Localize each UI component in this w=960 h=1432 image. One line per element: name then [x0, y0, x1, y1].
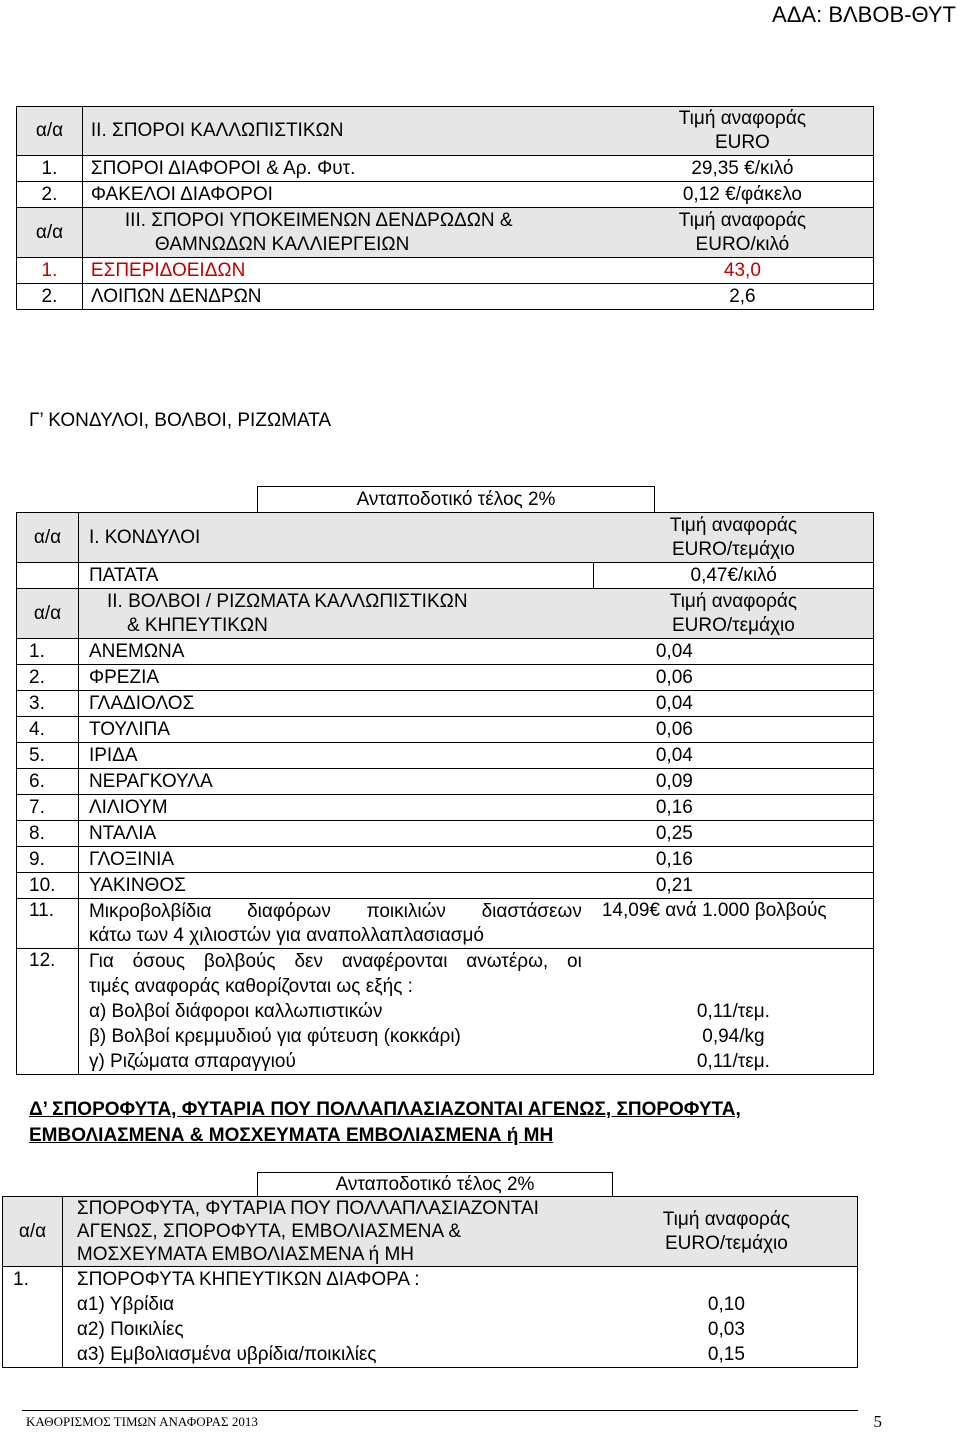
row-name: ΕΣΠΕΡΙΔΟΕΙΔΩΝ [82, 258, 611, 284]
price-header: Τιμή αναφοράς EURO/τεμάχιο [594, 513, 874, 563]
section-title: ΙΙ. ΒΟΛΒΟΙ / ΡΙΖΩΜΑΤΑ ΚΑΛΛΩΠΙΣΤΙΚΩΝ & ΚΗΠΕΥΤΙΚΩΝ [78, 589, 593, 639]
row-number: 4. [17, 717, 79, 743]
row-price: 0,25 [594, 821, 874, 847]
table-row [17, 949, 874, 1075]
row-name: ΓΛΑΔΙΟΛΟΣ [78, 691, 593, 717]
table-row [17, 821, 874, 847]
row-name: ΓΛΟΞΙΝΙΑ [78, 847, 593, 873]
page-number: 5 [873, 1412, 882, 1431]
row-number: 6. [17, 769, 79, 795]
table-row [17, 847, 874, 873]
row-number: 1. [17, 639, 79, 665]
fee-label: Ανταποδοτικό τέλος 2% [257, 486, 655, 513]
seeds-header-row [17, 107, 874, 156]
table-row [17, 258, 874, 284]
table-row [17, 769, 874, 795]
aa-header: α/α [17, 589, 79, 639]
aa-header: α/α [17, 513, 79, 563]
row-name: ΠΑΤΑΤΑ [78, 563, 593, 589]
row-price: 0,11/τεμ. 0,94/kg 0,11/τεμ. [594, 949, 874, 1075]
bulbs-table [16, 512, 874, 1075]
row-price: 0,47€/κιλό [594, 563, 874, 589]
row-number: 2. [17, 284, 83, 310]
row-number: 1. [17, 258, 83, 284]
row-name: ΦΑΚΕΛΟΙ ΔΙΑΦΟΡΟΙ [82, 182, 611, 208]
row-number: 9. [17, 847, 79, 873]
row-name: ΤΟΥΛΙΠΑ [78, 717, 593, 743]
row-number: 3. [17, 691, 79, 717]
fee-label: Ανταποδοτικό τέλος 2% [257, 1172, 613, 1197]
row-price: 14,09€ ανά 1.000 βολβούς [594, 899, 874, 949]
price-header: Τιμή αναφοράς EURO [612, 107, 874, 156]
section-title: Ι. ΚΟΝΔΥΛΟΙ [78, 513, 593, 563]
row-number: 2. [17, 665, 79, 691]
footer-text: ΚΑΘΟΡΙΣΜΟΣ ΤΙΜΩΝ ΑΝΑΦΟΡΑΣ 2013 [26, 1414, 258, 1429]
table-row [17, 284, 874, 310]
aa-header: α/α [17, 107, 83, 156]
row-number: 2. [17, 182, 83, 208]
row-price: 0,16 [594, 847, 874, 873]
row-price: 0,04 [594, 691, 874, 717]
row-price: 0,06 [594, 717, 874, 743]
table-row [17, 563, 874, 589]
row-price: 2,6 [612, 284, 874, 310]
section-title: ΙΙ. ΣΠΟΡΟΙ ΚΑΛΛΩΠΙΣΤΙΚΩΝ [82, 107, 611, 156]
aa-header: α/α [3, 1197, 63, 1267]
table-row [17, 691, 874, 717]
row-price: 0,04 [594, 743, 874, 769]
row-number: 5. [17, 743, 79, 769]
row-price: 43,0 [612, 258, 874, 284]
table-row [17, 873, 874, 899]
row-name: ΑΝΕΜΩΝΑ [78, 639, 593, 665]
table-row [17, 717, 874, 743]
row-number: 11. [17, 899, 79, 949]
section-g-heading: Γ’ ΚΟΝΔΥΛΟΙ, ΒΟΛΒΟΙ, ΡΙΖΩΜΑΤΑ [29, 410, 332, 431]
row-name: ΛΟΙΠΩΝ ΔΕΝΔΡΩΝ [82, 284, 611, 310]
aa-header: α/α [17, 208, 83, 258]
seeds-table [16, 106, 874, 310]
seeds-subheader-row [17, 208, 874, 258]
row-name: ΣΠΟΡΟΙ ΔΙΑΦΟΡΟΙ & Αρ. Φυτ. [82, 156, 611, 182]
row-name: ΣΠΟΡΟΦΥΤΑ ΚΗΠΕΥΤΙΚΩΝ ΔΙΑΦΟΡΑ : α1) Υβρίδια α2) Ποικιλίες α3) Εμβολιασμένα υβρίδια/ποικιλίες [62, 1267, 595, 1368]
price-header: Τιμή αναφοράς EURO/κιλό [612, 208, 874, 258]
row-name: ΦΡΕΖΙΑ [78, 665, 593, 691]
seedlings-header-row [3, 1197, 858, 1267]
row-number: 8. [17, 821, 79, 847]
table-row [17, 743, 874, 769]
table-row [17, 182, 874, 208]
section-title: ΙΙΙ. ΣΠΟΡΟΙ ΥΠΟΚΕΙΜΕΝΩΝ ΔΕΝΔΡΩΔΩΝ & ΘΑΜΝΩΔΩΝ ΚΑΛΛΙΕΡΓΕΙΩΝ [82, 208, 611, 258]
row-price: 29,35 €/κιλό [612, 156, 874, 182]
footer-divider [22, 1410, 858, 1411]
ada-code: ΑΔΑ: ΒΛΒΟΒ-ΘΥΤ [772, 2, 956, 27]
table-row [17, 665, 874, 691]
seedlings-table [2, 1196, 858, 1368]
row-number: 7. [17, 795, 79, 821]
section-d-heading: Δ’ ΣΠΟΡΟΦΥΤΑ, ΦΥΤΑΡΙΑ ΠΟΥ ΠΟΛΛΑΠΛΑΣΙΑΖΟΝΤΑΙ ΑΓΕΝΩΣ, ΣΠΟΡΟΦΥΤΑ, ΕΜΒΟΛΙΑΣΜΕΝΑ & ΜΟΣΧΕΥΜΑΤΑ ΕΜΒΟΛΙΑΣΜΕΝΑ ή ΜΗ [29, 1099, 741, 1146]
row-number: 1. [17, 156, 83, 182]
section-title: ΣΠΟΡΟΦΥΤΑ, ΦΥΤΑΡΙΑ ΠΟΥ ΠΟΛΛΑΠΛΑΣΙΑΖΟΝΤΑΙ ΑΓΕΝΩΣ, ΣΠΟΡΟΦΥΤΑ, ΕΜΒΟΛΙΑΣΜΕΝΑ & ΜΟΣΧΕΥΜΑΤΑ ΕΜΒΟΛΙΑΣΜΕΝΑ ή ΜΗ [62, 1197, 595, 1267]
table-row [17, 156, 874, 182]
row-price: 0,16 [594, 795, 874, 821]
row-number: 12. [17, 949, 79, 1075]
row-number [17, 563, 79, 589]
row-price: 0,06 [594, 665, 874, 691]
row-name: ΝΕΡΑΓΚΟΥΛΑ [78, 769, 593, 795]
row-price: 0,12 €/φάκελο [612, 182, 874, 208]
bulbs-header-row [17, 589, 874, 639]
table-row [17, 899, 874, 949]
row-number: 1. [3, 1267, 63, 1368]
tubers-header-row [17, 513, 874, 563]
row-name: Για όσους βολβούς δεν αναφέρονται ανωτέρω, οι τιμές αναφοράς καθορίζονται ως εξής : α) Βολβοί διάφοροι καλλωπιστικών β) Βολβοί κρεμμυδιού για φύτευση (κοκκάρι) γ) Ριζώματα σπαραγγιού [78, 949, 593, 1075]
row-price: 0,10 0,03 0,15 [596, 1267, 858, 1368]
price-header: Τιμή αναφοράς EURO/τεμάχιο [594, 589, 874, 639]
row-name: ΛΙΛΙΟΥΜ [78, 795, 593, 821]
row-number: 10. [17, 873, 79, 899]
table-row [17, 795, 874, 821]
price-header: Τιμή αναφοράς EURO/τεμάχιο [596, 1197, 858, 1267]
row-name: ΙΡΙΔΑ [78, 743, 593, 769]
row-name: ΥΑΚΙΝΘΟΣ [78, 873, 593, 899]
table-row [17, 639, 874, 665]
row-name: Μικροβολβίδια διαφόρων ποικιλιών διαστάσεων κάτω των 4 χιλιοστών για αναπολλαπλασιασμό [78, 899, 593, 949]
row-price: 0,09 [594, 769, 874, 795]
table-row [3, 1267, 858, 1368]
row-price: 0,21 [594, 873, 874, 899]
row-name: ΝΤΑΛΙΑ [78, 821, 593, 847]
row-price: 0,04 [594, 639, 874, 665]
